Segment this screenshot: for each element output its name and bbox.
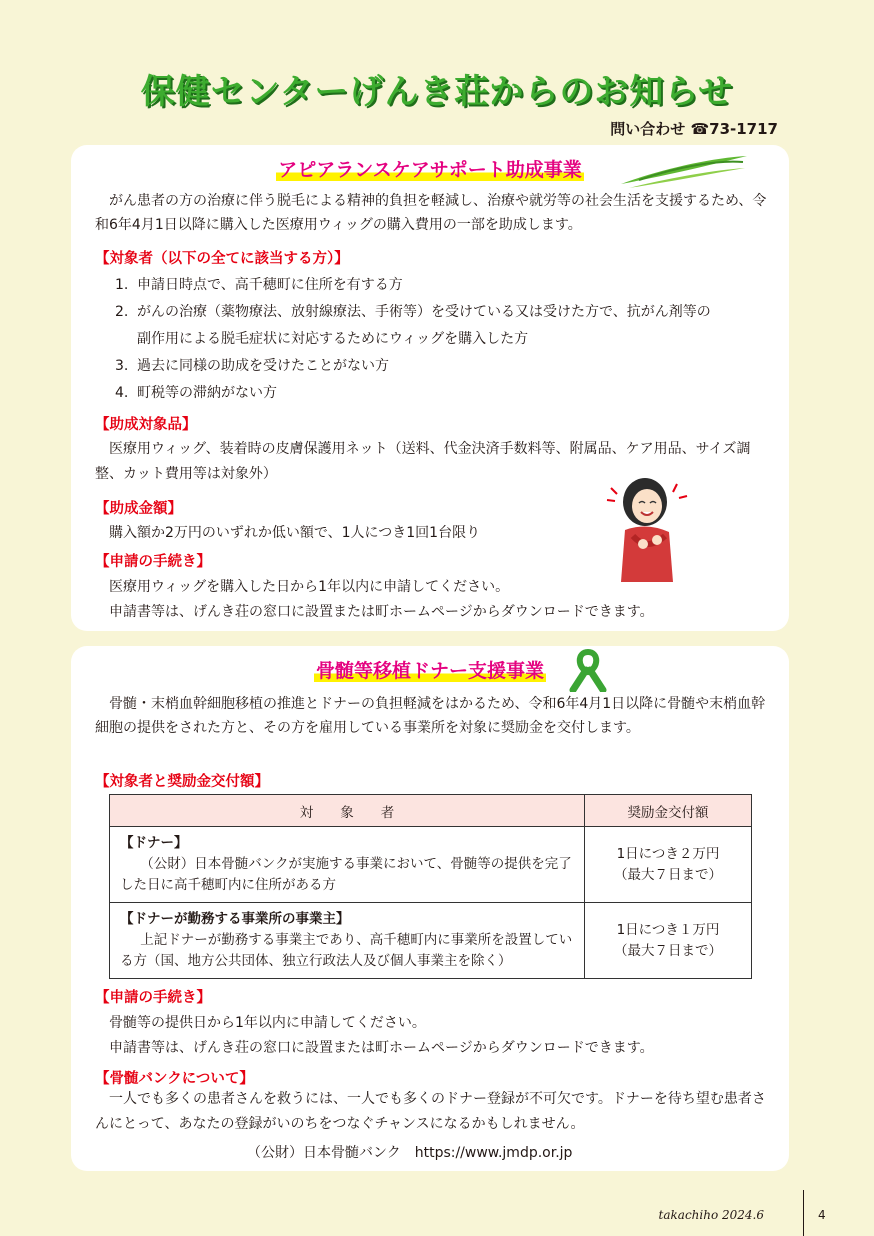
table-row <box>110 903 752 979</box>
green-ribbon-icon <box>565 648 611 692</box>
amount-max: （最大７日まで） <box>614 942 722 959</box>
target-desc: （公財）日本骨髄バンクが実施する事業において、骨髄等の提供を完了した日に高千穂町内に住所がある方 <box>120 856 572 893</box>
amount-per-day: 1日につき２万円 <box>616 845 720 862</box>
eligibility-item: 2. がんの治療（薬物療法、放射線療法、手術等）を受けている又は受けた方で、抗がん剤等の <box>115 304 711 320</box>
section1-title: アピアランスケアサポート助成事業 <box>278 159 582 181</box>
eligibility-item: 1. 申請日時点で、高千穂町に住所を有する方 <box>115 277 403 293</box>
amount-cell <box>585 903 752 979</box>
bank-text: 一人でも多くの患者さんを救うには、一人でも多くのドナー登録が不可欠です。ドナーを待ち望む患者さんにとって、あなたの登録がいのちをつなぐチャンスになるかもしれません。 <box>95 1091 766 1132</box>
target-label: 【ドナーが勤務する事業所の事業主】 <box>120 911 350 927</box>
target-label: 【ドナー】 <box>120 835 188 851</box>
bank-url-line: （公財）日本骨髄バンク https://www.jmdp.or.jp <box>247 1145 573 1161</box>
section2-title: 骨髄等移植ドナー支援事業 <box>315 660 544 682</box>
contact-info: 問い合わせ ☎73-1717 <box>610 120 778 138</box>
procedure-line: 医療用ウィッグを購入した日から1年以内に申請してください。 <box>109 579 510 595</box>
publication-footer: takachiho 2024.6 <box>658 1208 764 1222</box>
procedure-line: 骨髄等の提供日から1年以内に申請してください。 <box>109 1015 426 1031</box>
appearance-care-card <box>71 145 789 631</box>
col-amount-header: 奨励金交付額 <box>585 795 752 827</box>
subsidy-items-text: 医療用ウィッグ、装着時の皮膚保護用ネット（送料、代金決済手数料等、附属品、ケア用品、サイズ調整、カット費用等は対象外） <box>95 441 751 482</box>
happy-woman-illustration-icon <box>603 470 693 590</box>
award-table <box>109 794 752 979</box>
target-cell <box>110 827 585 903</box>
amount-text: 購入額か2万円のいずれか低い額で、1人につき1回1台限り <box>109 525 481 541</box>
green-swoosh-icon <box>619 150 749 190</box>
table-row <box>110 827 752 903</box>
amount-per-day: 1日につき１万円 <box>616 921 720 938</box>
footer-divider <box>803 1190 804 1236</box>
eligibility-item: 3. 過去に同様の助成を受けたことがない方 <box>115 358 389 374</box>
amount-heading: 【助成金額】 <box>95 501 182 517</box>
col-target-header: 対 象 者 <box>110 795 585 827</box>
eligibility-heading: 【対象者（以下の全てに該当する方）】 <box>95 251 349 267</box>
procedure-line: 申請書等は、げんき荘の窓口に設置または町ホームページからダウンロードできます。 <box>109 1040 654 1056</box>
target-cell <box>110 903 585 979</box>
amount-cell <box>585 827 752 903</box>
target-desc: 上記ドナーが勤務する事業主であり、高千穂町内に事業所を設置している方（国、地方公共団体、独立行政法人及び個人事業主を除く） <box>120 932 573 969</box>
eligibility-item-continued: 副作用による脱毛症状に対応するためにウィッグを購入した方 <box>137 331 529 347</box>
eligibility-item: 4. 町税等の滞納がない方 <box>115 385 277 401</box>
page-title: 保健センターげんき荘からのお知らせ <box>140 72 734 112</box>
page-number: 4 <box>818 1208 826 1222</box>
table-header-row <box>110 795 752 827</box>
amount-max: （最大７日まで） <box>614 866 722 883</box>
procedure-line: 申請書等は、げんき荘の窓口に設置または町ホームページからダウンロードできます。 <box>109 604 654 620</box>
subsidy-items-heading: 【助成対象品】 <box>95 417 197 433</box>
bone-marrow-donor-card <box>71 646 789 1171</box>
bank-heading: 【骨髄バンクについて】 <box>95 1071 254 1087</box>
section2-intro: 骨髄・末梢血幹細胞移植の推進とドナーの負担軽減をはかるため、令和6年4月1日以降に骨髄や末梢血幹細胞の提供をされた方と、その方を雇用している事業所を対象に奨励金を交付します。 <box>95 696 766 736</box>
section1-intro: がん患者の方の治療に伴う脱毛による精神的負担を軽減し、治療や就労等の社会生活を支援するため、令和6年4月1日以降に購入した医療用ウィッグの購入費用の一部を助成します。 <box>95 193 767 233</box>
table-heading: 【対象者と奨励金交付額】 <box>95 774 269 790</box>
procedure-heading: 【申請の手続き】 <box>95 554 211 570</box>
procedure-heading: 【申請の手続き】 <box>95 990 211 1006</box>
